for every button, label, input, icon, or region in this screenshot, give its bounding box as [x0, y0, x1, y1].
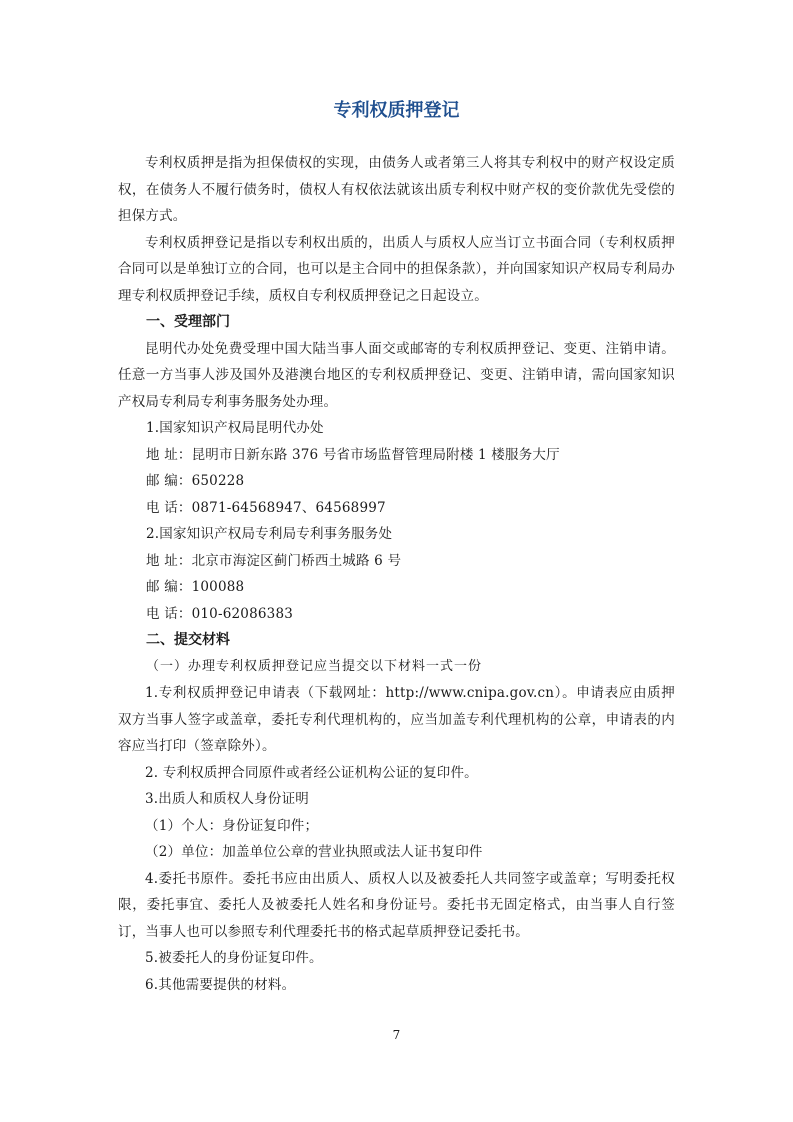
office-2-address: 地 址：北京市海淀区蓟门桥西土城路 6 号 — [146, 552, 402, 569]
section-1-paragraph: 昆明代办处免费受理中国大陆当事人面交或邮寄的专利权质押登记、变更、注销申请。任意一方当事人涉及国外及港澳台地区的专利权质押登记、变更、注销申请，需向国家知识产权局专利局专利事务服务处办理。 — [118, 340, 675, 410]
office-1-name: 1.国家知识产权局昆明代办处 — [146, 420, 324, 436]
office-2-postcode: 邮 编：100088 — [146, 579, 245, 595]
office-1-address: 地 址：昆明市日新东路 376 号省市场监督管理局附楼 1 楼服务大厅 — [146, 446, 560, 463]
material-item-5: 5.被委托人的身份证复印件。 — [145, 950, 323, 966]
section-1-heading: 一、受理部门 — [146, 314, 230, 330]
office-1-postcode: 邮 编：650228 — [146, 473, 245, 489]
material-item-4: 4.委托书原件。委托书应由出质人、质权人以及被委托人共同签字或盖章；写明委托权限，委托事宜、委托人及被委托人姓名和身份证号。委托书无固定格式，由当事人自行签订，当事人也可以参照专利代理委托书的格式起草质押登记委托书。 — [118, 870, 675, 940]
material-item-1: 1.专利权质押登记申请表（下载网址：http://www.cnipa.gov.cn）。申请表应由质押双方当事人签字或盖章，委托专利代理机构的，应当加盖专利代理机构的公章，申请表的内容应当打印（签章除外）。 — [118, 685, 675, 754]
material-item-2: 2. 专利权质押合同原件或者经公证机构公证的复印件。 — [145, 764, 478, 781]
section-2-subheading: （一）办理专利权质押登记应当提交以下材料一式一份 — [146, 658, 483, 674]
office-2-name: 2.国家知识产权局专利局专利事务服务处 — [146, 526, 393, 542]
intro-paragraph-1: 专利权质押是指为担保债权的实现，由债务人或者第三人将其专利权中的财产权设定质权，在债务人不履行债务时，债权人有权依法就该出质专利权中财产权的变价款优先受偿的担保方式。 — [118, 155, 675, 224]
office-2-phone: 电 话：010-62086383 — [146, 605, 294, 622]
office-1-phone: 电 话：0871-64568947、64568997 — [146, 499, 386, 516]
page-number: 7 — [392, 1028, 401, 1042]
material-item-6: 6.其他需要提供的材料。 — [145, 976, 296, 993]
document-body — [118, 150, 675, 998]
material-item-3b: （2）单位：加盖单位公章的营业执照或法人证书复印件 — [145, 844, 483, 860]
material-item-3a: （1）个人：身份证复印件； — [145, 817, 319, 834]
intro-paragraph-2: 专利权质押登记是指以专利权出质的，出质人与质权人应当订立书面合同（专利权质押合同可以是单独订立的合同，也可以是主合同中的担保条款），并向国家知识产权局专利局办理专利权质押登记手续，质权自专利权质押登记之日起设立。 — [118, 234, 675, 304]
page-title: 专利权质押登记 — [333, 100, 460, 121]
material-item-3: 3.出质人和质权人身份证明 — [145, 791, 309, 807]
section-2-heading: 二、提交材料 — [146, 632, 230, 648]
